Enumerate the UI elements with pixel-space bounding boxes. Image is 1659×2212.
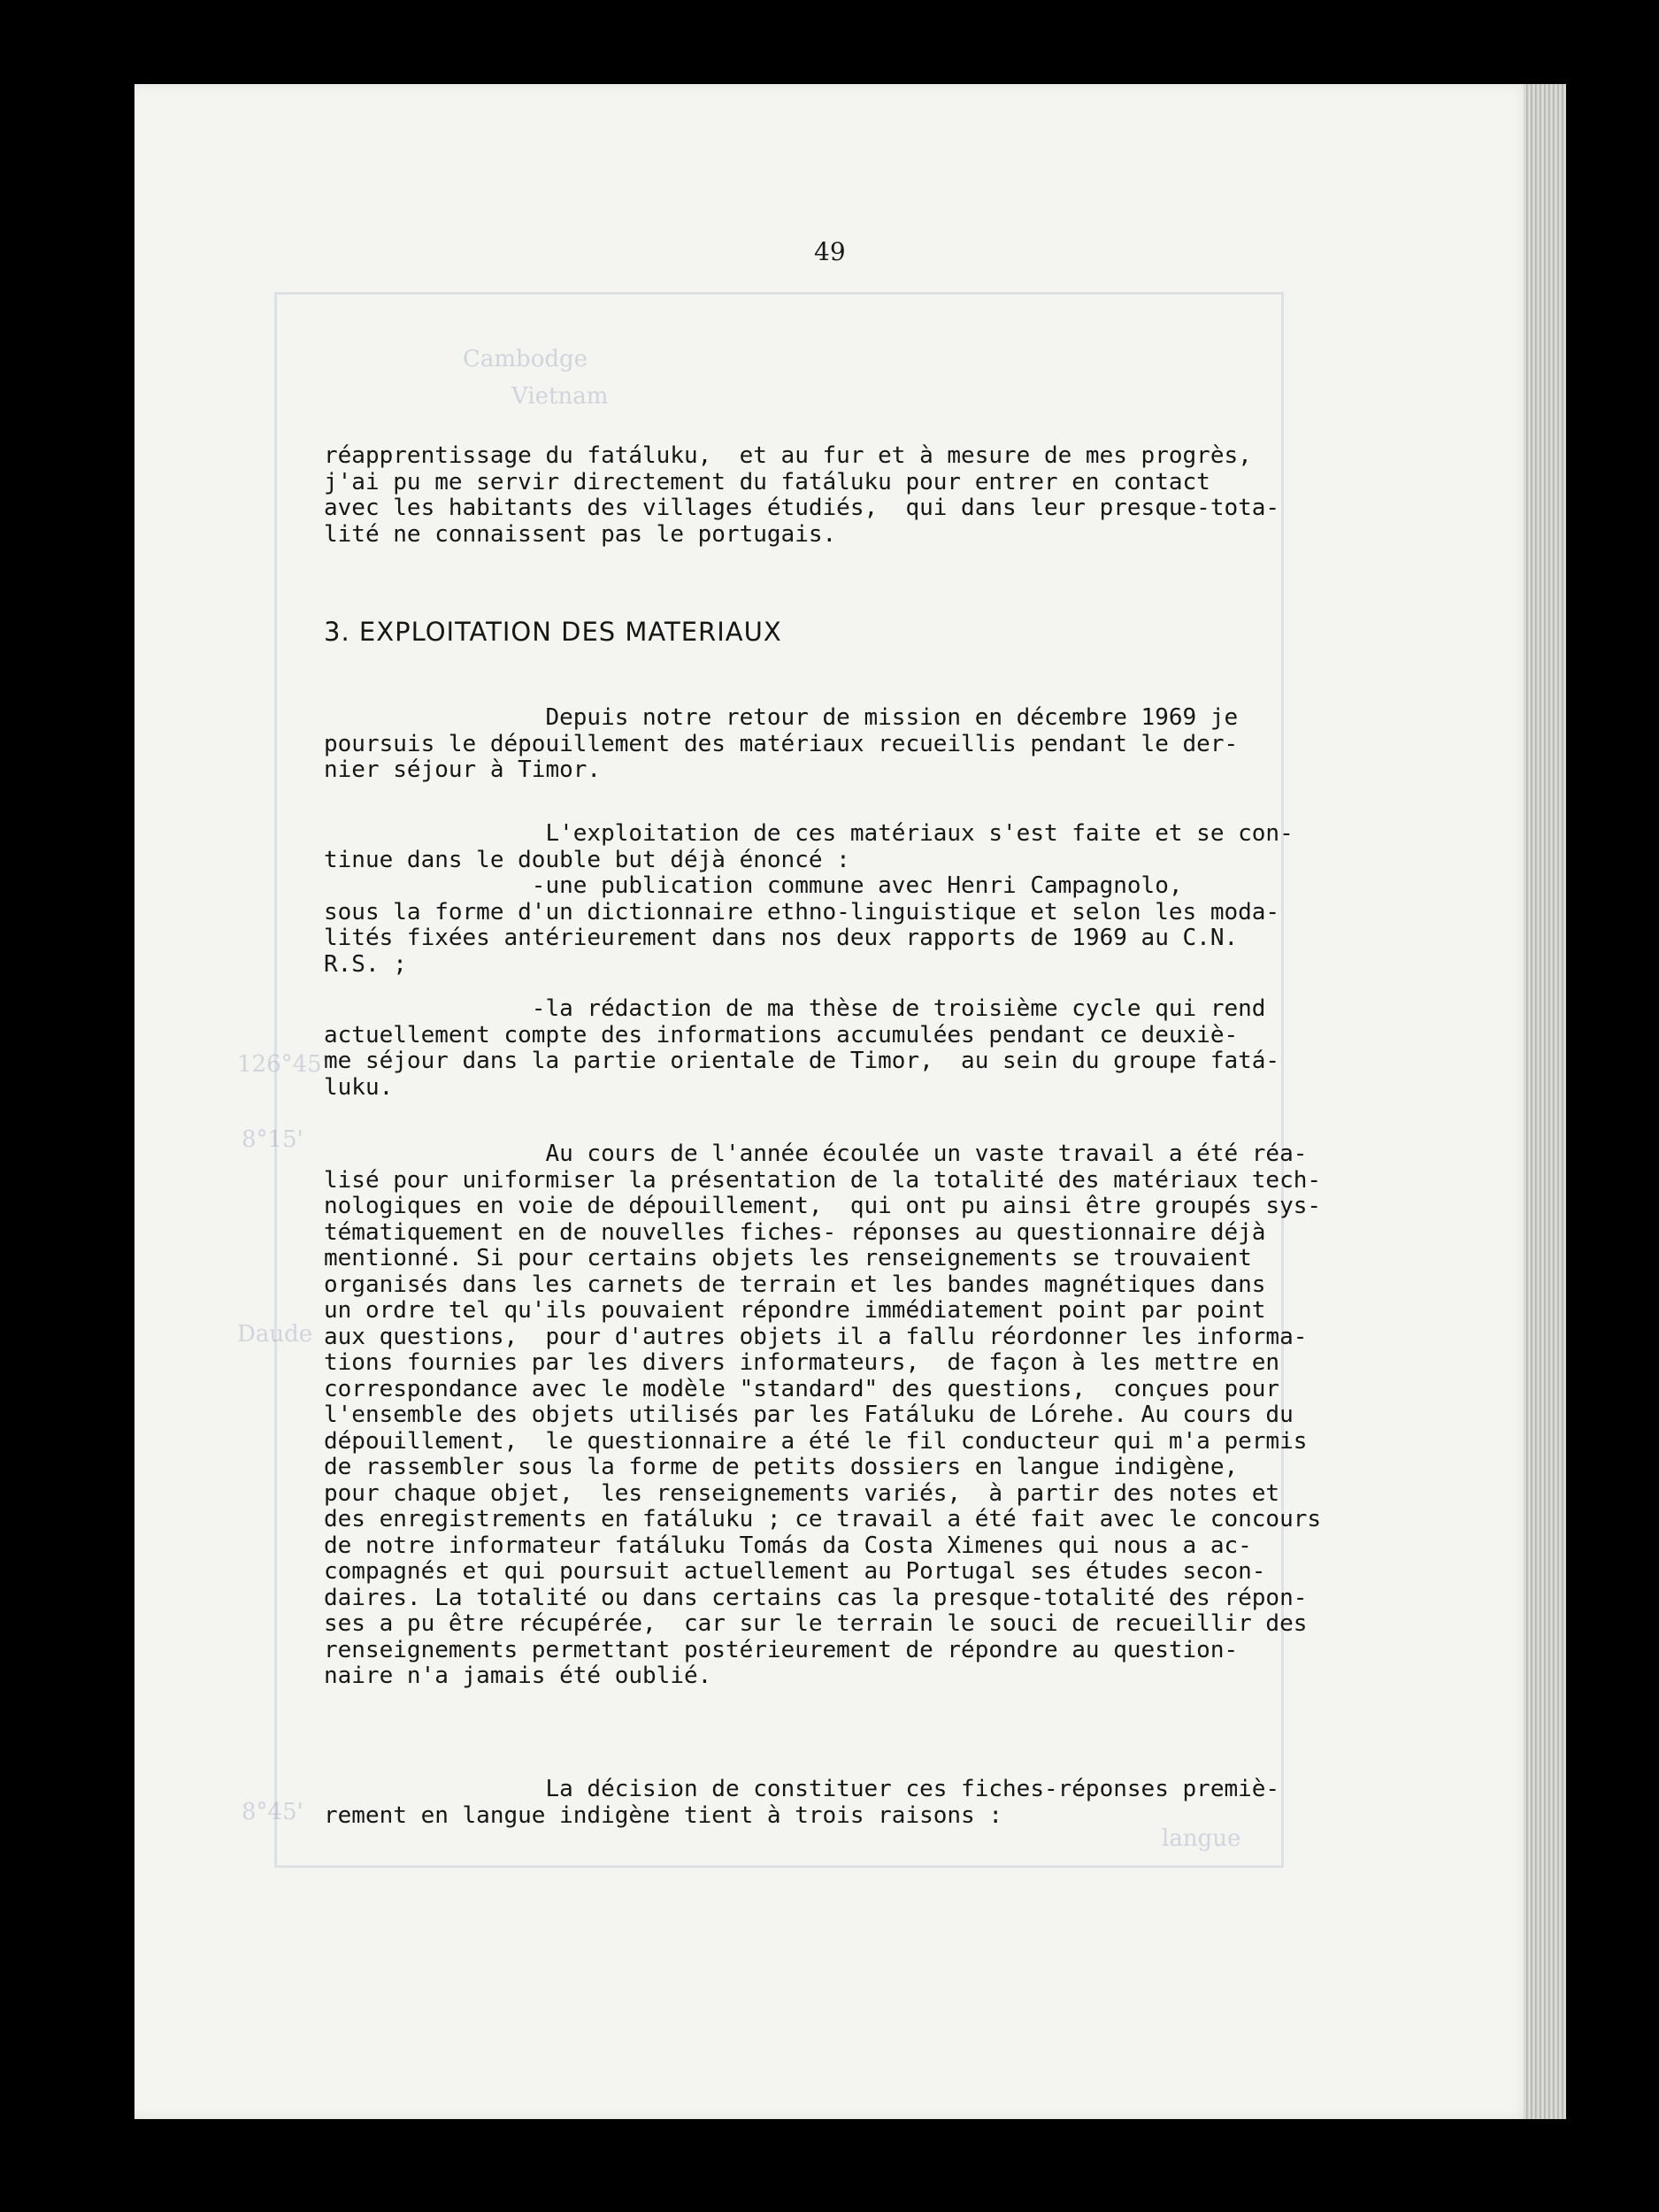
text-line: actuellement compte des informations accumulées pendant ce deuxiè- xyxy=(324,1021,1239,1048)
bleed-label: Vietnam xyxy=(511,383,609,410)
text-line: avec les habitants des villages étudiés, qui dans leur presque-tota- xyxy=(324,495,1280,521)
page-edge xyxy=(1524,84,1566,2119)
text-line: mentionné. Si pour certains objets les renseignements se trouvaient xyxy=(324,1245,1252,1271)
text-line: Depuis notre retour de mission en décembre 1969 je xyxy=(324,704,1239,731)
text-line: poursuis le dépouillement des matériaux recueillis pendant le der- xyxy=(324,730,1239,757)
text-line: de rassembler sous la forme de petits dossiers en langue indigène, xyxy=(324,1454,1239,1480)
text-line: ses a pu être récupérée, car sur le terrain le souci de recueillir des xyxy=(324,1610,1308,1637)
text-line: nier séjour à Timor. xyxy=(324,757,602,783)
text-line: organisés dans les carnets de terrain et les bandes magnétiques dans xyxy=(324,1271,1266,1298)
bleed-label: langue xyxy=(1162,1825,1241,1852)
section-heading: 3. EXPLOITATION DES MATERIAUX xyxy=(324,617,782,647)
text-line: L'exploitation de ces matériaux s'est faite et se con- xyxy=(324,820,1294,847)
text-line: Au cours de l'année écoulée un vaste travail a été réa- xyxy=(324,1141,1308,1167)
text-line: pour chaque objet, les renseignements variés, à partir des notes et xyxy=(324,1479,1280,1507)
text-line: -la rédaction de ma thèse de troisième cycle qui rend xyxy=(324,995,1266,1022)
text-line: daires. La totalité ou dans certains cas la presque-totalité des répon- xyxy=(324,1584,1308,1611)
text-line: lités fixées antérieurement dans nos deux rapports de 1969 au C.N. xyxy=(324,925,1239,951)
text-line: La décision de constituer ces fiches-réponses premiè- xyxy=(324,1776,1280,1802)
paragraph xyxy=(324,821,1368,978)
text-line: des enregistrements en fatáluku ; ce travail a été fait avec le concours xyxy=(324,1506,1322,1532)
paragraph xyxy=(324,1141,1368,1690)
text-line: j'ai pu me servir directement du fatáluku pour entrer en contact xyxy=(324,468,1210,495)
text-line: naire n'a jamais été oublié. xyxy=(324,1663,712,1689)
text-line: tinue dans le double but déjà énoncé : xyxy=(324,846,850,873)
text-line: lisé pour uniformiser la présentation de la totalité des matériaux tech- xyxy=(324,1166,1322,1194)
text-line: renseignements permettant postérieurement de répondre au question- xyxy=(324,1636,1239,1663)
text-line: nologiques en voie de dépouillement, qui ont pu ainsi être groupés sys- xyxy=(324,1193,1322,1219)
text-line: R.S. ; xyxy=(324,950,407,978)
text-line: l'ensemble des objets utilisés par les Fatáluku de Lórehe. Au cours du xyxy=(324,1402,1294,1428)
text-line: réapprentissage du fatáluku, et au fur et à mesure de mes progrès, xyxy=(324,442,1252,469)
bleed-label: Cambodge xyxy=(463,346,588,373)
bleed-label: 126°45' xyxy=(237,1051,328,1078)
page-number: 49 xyxy=(814,237,846,266)
text-line: rement en langue indigène tient à trois raisons : xyxy=(324,1801,1003,1829)
text-line: dépouillement, le questionnaire a été le fil conducteur qui m'a permis xyxy=(324,1427,1308,1455)
paragraph xyxy=(324,443,1368,548)
text-line: compagnés et qui poursuit actuellement au Portugal ses études secon- xyxy=(324,1558,1266,1585)
text-line: un ordre tel qu'ils pouvaient répondre immédiatement point par point xyxy=(324,1297,1266,1324)
text-line: luku. xyxy=(324,1073,394,1101)
paragraph xyxy=(324,705,1368,784)
text-line: -une publication commune avec Henri Campagnolo, xyxy=(324,872,1183,899)
text-line: tions fournies par les divers informateurs, de façon à les mettre en xyxy=(324,1349,1280,1376)
text-line: me séjour dans la partie orientale de Timor, au sein du groupe fatá- xyxy=(324,1048,1280,1074)
text-line: lité ne connaissent pas le portugais. xyxy=(324,520,837,548)
bleed-label: 8°15' xyxy=(242,1126,303,1153)
paragraph xyxy=(324,996,1368,1101)
bleed-label: Daude xyxy=(237,1321,313,1348)
bleed-label: 8°45' xyxy=(242,1799,303,1825)
text-line: tématiquement en de nouvelles fiches- réponses au questionnaire déjà xyxy=(324,1218,1266,1246)
paragraph xyxy=(324,1777,1368,1829)
text-line: sous la forme d'un dictionnaire ethno-linguistique et selon les moda- xyxy=(324,898,1280,926)
text-line: aux questions, pour d'autres objets il a fallu réordonner les informa- xyxy=(324,1323,1308,1350)
text-line: correspondance avec le modèle "standard" des questions, conçues pour xyxy=(324,1375,1280,1402)
text-line: de notre informateur fatáluku Tomás da Costa Ximenes qui nous a ac- xyxy=(324,1532,1252,1559)
